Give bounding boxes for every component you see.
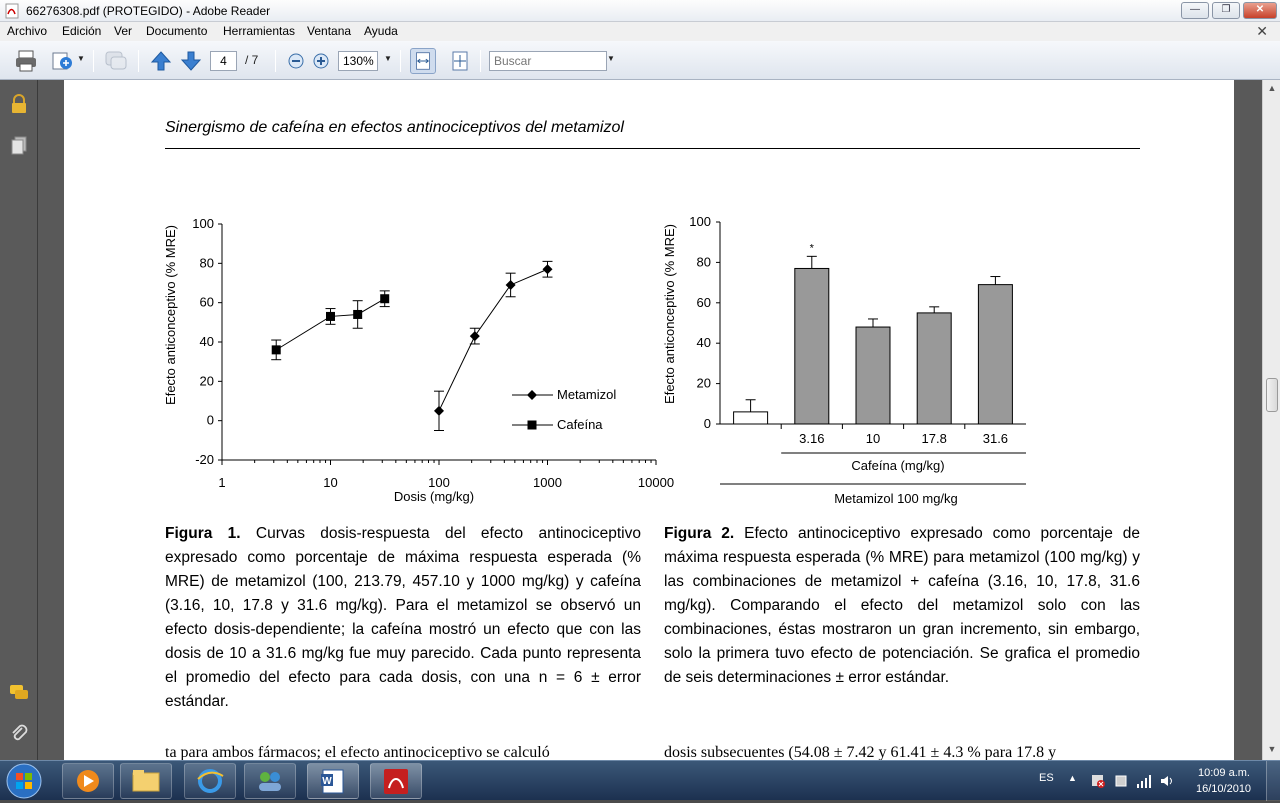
body-text-right: dosis subsecuentes (54.08 ± 7.42 y 61.41 ± 4.3 % para 17.8 y — [664, 744, 1057, 760]
chart2-ytick-label: 0 — [703, 416, 711, 431]
show-desktop-button[interactable] — [1266, 761, 1280, 801]
chart1-ylabel: Efecto anticonceptivo (% MRE) — [163, 225, 178, 405]
figure1-caption-label: Figura 1. — [165, 525, 241, 542]
body-text-left: ta para ambos fármacos; el efecto antinociceptivo se calculó — [165, 744, 550, 760]
chart2-significance-mark: * — [809, 242, 814, 255]
close-button[interactable]: ✕ — [1243, 2, 1277, 19]
chart2-category-label: 31.6 — [982, 431, 1009, 446]
action-center-icon[interactable] — [1090, 773, 1106, 789]
zoom-dropdown-icon[interactable]: ▼ — [384, 54, 392, 63]
chart1-point — [434, 406, 444, 416]
chart2-ytick-label: 20 — [696, 375, 711, 391]
chart2-bar — [734, 412, 768, 424]
chart2-bar — [856, 327, 890, 424]
chart1-legend-label: Metamizol — [557, 387, 617, 402]
network-icon[interactable] — [1136, 773, 1152, 789]
menu-archivo[interactable]: Archivo — [7, 24, 48, 38]
chart1-ytick-label: 80 — [199, 255, 214, 271]
page-total: / 7 — [245, 53, 259, 67]
chart1-legend-marker — [528, 421, 537, 430]
comments-icon[interactable] — [8, 682, 30, 704]
clock-time[interactable]: 10:09 a.m. — [1198, 767, 1250, 779]
show-hidden-icons[interactable]: ▲ — [1068, 773, 1077, 783]
chart2-category-label: 3.16 — [799, 431, 825, 446]
menu-bar — [0, 22, 1280, 41]
fit-width-icon[interactable] — [410, 48, 436, 74]
menu-ver[interactable]: Ver — [114, 24, 133, 38]
figure2-caption-text: Efecto antinociceptivo expresado como porcentaje de máxima respuesta esperada (% MRE) para metamizol (100 mg/kg) y las combinaciones de metamizol + cafeína (3.16, 10, 17.8, 31.6 mg/kg). Comparando el efecto del metamizol solo con las combinaciones, éstas mostraron un gran incremento, sin embargo, solo la primera tuvo efecto de potenciación. Se grafica el promedio de seis determinaciones ± error estándar. — [664, 525, 1140, 686]
chart1-point — [380, 294, 389, 303]
taskbar-media-player[interactable] — [62, 763, 114, 799]
figure1-caption — [165, 522, 641, 714]
title-bar — [0, 0, 1280, 22]
start-button[interactable] — [4, 762, 44, 800]
search-dropdown-icon[interactable]: ▼ — [607, 54, 615, 63]
chart1-xtick-label: 100 — [428, 475, 450, 490]
taskbar — [0, 760, 1280, 800]
chart1-xtick-label: 1 — [218, 475, 226, 490]
language-indicator[interactable]: ES — [1039, 772, 1054, 784]
pdf-page — [64, 80, 1234, 760]
previous-page-icon[interactable] — [148, 48, 174, 74]
header-rule — [165, 148, 1140, 149]
chart1-xtick-label: 10000 — [637, 475, 675, 490]
share-dropdown-icon[interactable]: ▼ — [77, 54, 85, 63]
page-number-input[interactable]: 4 — [210, 51, 237, 71]
print-icon[interactable] — [13, 48, 39, 74]
chart1-ytick-label: -20 — [195, 452, 214, 467]
menu-ayuda[interactable]: Ayuda — [364, 24, 398, 38]
chart2-ylabel: Efecto anticonceptivo (% MRE) — [662, 224, 677, 404]
scroll-down-icon[interactable]: ▼ — [1267, 744, 1277, 754]
figure2-chart — [660, 210, 1160, 510]
menu-documento[interactable]: Documento — [146, 24, 208, 38]
chart2-ytick-label: 40 — [696, 335, 711, 351]
chart1-point — [272, 345, 281, 354]
device-icon[interactable] — [1113, 773, 1129, 789]
chart1-ytick-label: 60 — [199, 294, 214, 310]
menu-herramientas[interactable]: Herramientas — [223, 24, 296, 38]
figure2-caption — [664, 522, 1140, 690]
chart1-ytick-label: 40 — [199, 334, 214, 349]
chart1-ytick-label: 0 — [206, 412, 214, 428]
figure1-chart — [160, 210, 675, 510]
volume-icon[interactable] — [1159, 773, 1175, 789]
zoom-in-icon[interactable] — [308, 48, 334, 74]
next-page-icon[interactable] — [178, 48, 204, 74]
chart1-ytick-label: 100 — [192, 216, 214, 231]
navigation-panel — [0, 80, 38, 760]
toolbar — [0, 41, 1280, 80]
fit-page-icon[interactable] — [447, 48, 473, 74]
svg-text:W: W — [322, 776, 332, 787]
zoom-select[interactable]: 130% — [338, 51, 378, 71]
chart2-category-label: 17.8 — [921, 431, 947, 446]
close-document-icon[interactable]: ✕ — [1256, 23, 1268, 39]
chart1-ytick-label: 20 — [199, 373, 214, 389]
chart1-point — [506, 280, 516, 290]
chart1-xlabel: Dosis (mg/kg) — [393, 489, 475, 504]
vertical-scrollbar[interactable] — [1262, 80, 1280, 760]
taskbar-word[interactable] — [307, 763, 359, 799]
chart2-bar — [795, 268, 829, 424]
pages-icon[interactable] — [8, 135, 30, 157]
chart2-bar — [917, 313, 951, 424]
figure1-caption-text: Curvas dosis-respuesta del efecto antinociceptivo expresado como porcentaje de máxima respuesta esperada (% MRE) de metamizol (100, 213.79, 457.10 y 1000 mg/kg) y cafeína (3.16, 10, 17.8 y 31.6 mg/kg). Para el metamizol se observó un efecto dosis-dependiente; la cafeína mostró un efecto que con las dosis de 10 a 31.6 mg/kg fue muy parecido. Cada punto representa el promedio del efecto para cada dosis, con una n = 6 ± error estándar. — [165, 525, 641, 710]
maximize-button[interactable]: ❐ — [1212, 2, 1240, 19]
chart1-series-line-0 — [439, 269, 548, 411]
clock-date[interactable]: 16/10/2010 — [1196, 783, 1252, 795]
taskbar-file-explorer[interactable] — [120, 763, 172, 799]
chart2-category-label: 10 — [865, 431, 881, 446]
chart1-xtick-label: 1000 — [533, 475, 562, 490]
chart2-ytick-label: 60 — [696, 294, 711, 310]
menu-edicion[interactable]: Edición — [62, 24, 102, 38]
taskbar-internet-explorer[interactable] — [184, 763, 236, 799]
attachments-icon[interactable] — [8, 723, 30, 745]
chart1-legend-label: Cafeína — [557, 417, 603, 432]
chart1-legend-marker — [527, 390, 537, 400]
chart1-point — [353, 310, 362, 319]
window-title: 66276308.pdf (PROTEGIDO) - Adobe Reader — [26, 4, 271, 18]
menu-ventana[interactable]: Ventana — [307, 24, 352, 38]
taskbar-adobe-reader[interactable] — [370, 763, 422, 799]
minimize-button[interactable]: — — [1181, 2, 1209, 19]
chart1-point — [326, 312, 335, 321]
search-input[interactable]: Buscar — [489, 51, 607, 71]
scroll-up-icon[interactable]: ▲ — [1267, 83, 1277, 93]
zoom-out-icon[interactable] — [283, 48, 309, 74]
chart1-xtick-label: 10 — [323, 475, 338, 490]
figure2-caption-label: Figura 2. — [664, 525, 735, 542]
scroll-thumb[interactable] — [1266, 378, 1278, 412]
document-area — [38, 80, 1262, 760]
chart2-bar — [978, 285, 1012, 424]
chart2-outer-group-label: Metamizol 100 mg/kg — [834, 491, 958, 506]
running-header: Sinergismo de cafeína en efectos antinociceptivos del metamizol — [165, 119, 624, 136]
chart1-point — [470, 331, 480, 341]
chart1-point — [543, 264, 553, 274]
lock-icon[interactable] — [8, 93, 30, 115]
chart2-inner-group-label: Cafeína (mg/kg) — [851, 458, 945, 473]
taskbar-messenger[interactable] — [244, 763, 296, 799]
share-icon[interactable] — [49, 48, 75, 74]
comment-icon[interactable] — [103, 48, 129, 74]
chart2-ytick-label: 100 — [689, 214, 711, 229]
chart2-ytick-label: 80 — [696, 254, 711, 270]
pdf-file-icon — [5, 3, 19, 19]
